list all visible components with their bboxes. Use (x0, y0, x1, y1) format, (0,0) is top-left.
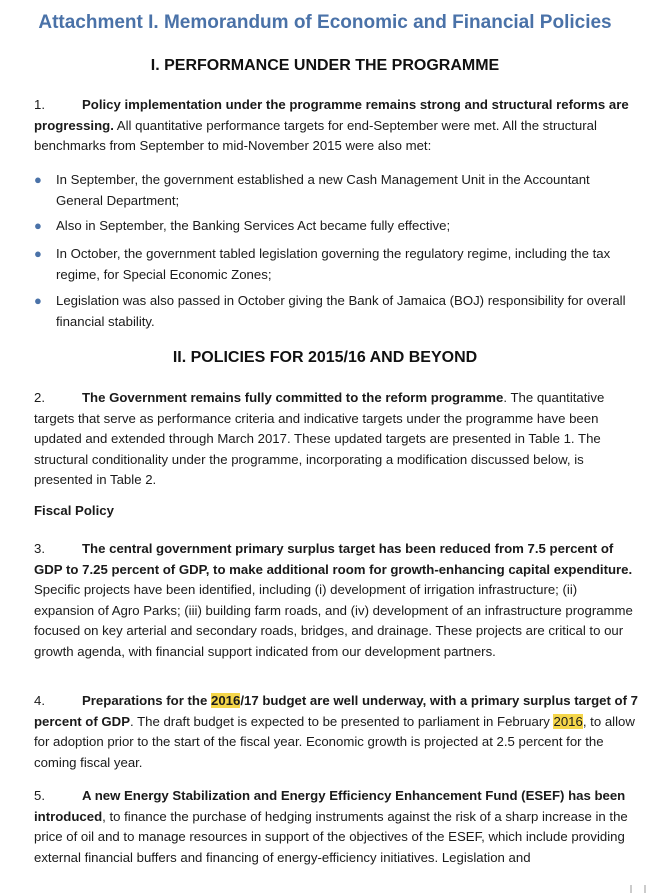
paragraph-4 (34, 691, 638, 773)
paragraph-number: 4. (34, 693, 45, 708)
section-heading-performance: I. PERFORMANCE UNDER THE PROGRAMME (150, 57, 500, 74)
bullet-text: In October, the government tabled legislation governing the regulatory regime, including the tax regime, for Special Economic Zones; (56, 246, 611, 282)
bullet-text: Also in September, the Banking Services Act became fully effective; (56, 218, 451, 233)
paragraph-body: , to finance the purchase of hedging instruments against the risk of a sharp increase in the price of oil and to manage resources in support of the objectives of the ESEF, which include providing external financial buffers and financing of energy-efficiency initiatives. Legislation and (34, 808, 628, 865)
paragraph-number: 2. (34, 390, 45, 405)
paragraph-lead: The Government remains fully committed to the reform programme (82, 390, 504, 405)
paragraph-5 (34, 786, 638, 868)
paragraph-lead: A new Energy Stabilization and Energy Efficiency Enhancement Fund (ESEF) has been introduced (34, 788, 626, 824)
paragraph-number: 3. (34, 541, 45, 556)
paragraph-lead: The central government primary surplus target has been reduced from 7.5 percent of GDP to 7.25 percent of GDP, to make additional room for growth-enhancing capital expenditure. (34, 541, 633, 577)
paragraph-body: , to allow for adoption prior to the start of the fiscal year. Economic growth is projected at 2.5 percent for the coming fiscal year. (34, 713, 635, 770)
lead-part: Preparations for the (82, 693, 211, 708)
bullet-icon: ● (34, 218, 42, 233)
bullet-icon: ● (34, 172, 42, 187)
bullet-icon: ● (34, 246, 42, 261)
bullet-text: In September, the government established a new Cash Management Unit in the Accountant General Department; (56, 172, 590, 208)
highlighted-text: 2016 (210, 693, 241, 708)
bullet-item (34, 216, 638, 237)
bullet-item (34, 244, 638, 285)
paragraph-number: 5. (34, 788, 45, 803)
paragraph-body: All quantitative performance targets for end-September were met. All the structural benchmarks from September to mid-November 2015 were also met: (34, 117, 597, 153)
highlighted-text: 2016 (553, 713, 583, 729)
paragraph-lead: Policy implementation under the programme remains strong and structural reforms are progressing. (34, 97, 629, 133)
section-heading-policies: II. POLICIES FOR 2015/16 AND BEYOND (172, 349, 478, 366)
paragraph-2 (34, 388, 638, 491)
fiscal-policy-heading: Fiscal Policy (34, 503, 114, 518)
bullet-text: Legislation was also passed in October giving the Bank of Jamaica (BOJ) responsibility for overall financial stability. (56, 293, 626, 329)
paragraph-3 (34, 539, 638, 662)
bullet-icon: ● (34, 293, 42, 308)
page-corner-mark (630, 885, 646, 893)
paragraph-body: Specific projects have been identified, including (i) development of irrigation infrastructure; (ii) expansion of Agro Parks; (iii) building farm roads, and (iv) development of an infrastructure programme focused on key arterial and secondary roads, bridges, and drainage. These projects are critical to our growth agenda, with financial support indicated from our development partners. (34, 582, 633, 659)
bullet-item (34, 291, 638, 332)
paragraph-body: . The draft budget is expected to be presented to parliament in February (130, 713, 554, 729)
paragraph-1 (34, 95, 638, 157)
document-title: Attachment I. Memorandum of Economic and Financial Policies (38, 12, 612, 33)
bullet-item (34, 170, 638, 211)
lead-part: /17 budget are well underway, with a primary surplus target of 7 percent of GDP (34, 693, 639, 729)
paragraph-number: 1. (34, 97, 45, 112)
paragraph-body: . The quantitative targets that serve as performance criteria and indicative targets under the programme have been updated and extended through March 2017. These updated targets are presented in Table 1. The structural conditionality under the programme, incorporating a modification discussed below, is presented in Table 2. (34, 390, 605, 487)
